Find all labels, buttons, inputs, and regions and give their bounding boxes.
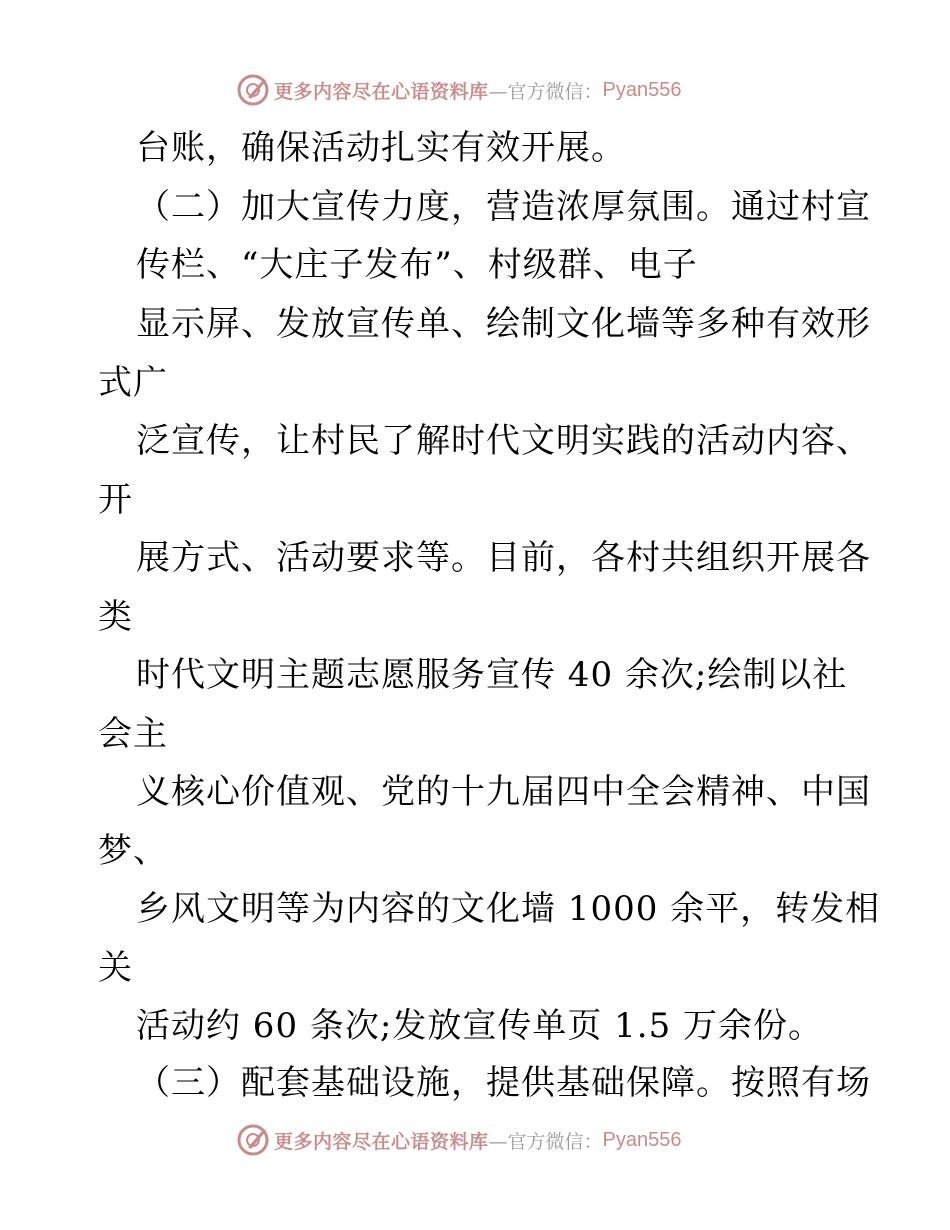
- watermark-wechat-label: —官方微信：: [488, 80, 603, 103]
- header-watermark: [236, 73, 682, 107]
- watermark-title: 更多内容尽在心语资料库: [274, 80, 489, 103]
- text-line: 关: [98, 948, 133, 988]
- text-line: 泛宣传，让村民了解时代文明实践的活动内容、: [136, 421, 871, 461]
- text-line: 活动约 60 条次;发放宣传单页 1.5 万余份。: [136, 1006, 824, 1046]
- quill-logo-icon: [236, 1123, 270, 1157]
- quill-logo-icon: [236, 73, 270, 107]
- text-line: 台账，确保活动扎实有效开展。: [136, 128, 626, 168]
- watermark-wechat-id: Pyan556: [602, 78, 682, 101]
- watermark-title: 更多内容尽在心语资料库: [274, 1130, 489, 1153]
- text-line: 开: [98, 480, 133, 520]
- text-line: 类: [98, 597, 133, 637]
- text-line: 时代文明主题志愿服务宣传 40 余次;绘制以社: [136, 655, 848, 695]
- text-line: 展方式、活动要求等。目前，各村共组织开展各: [136, 538, 871, 578]
- text-line: 义核心价值观、党的十九届四中全会精神、中国: [136, 772, 871, 812]
- text-line: 传栏、“大庄子发布”、村级群、电子: [136, 245, 698, 285]
- text-line: （三）配套基础设施，提供基础保障。按照有场: [136, 1063, 871, 1103]
- text-line: 显示屏、发放宣传单、绘制文化墙等多种有效形: [136, 304, 871, 344]
- footer-watermark: [236, 1123, 682, 1157]
- text-line: （二）加大宣传力度，营造浓厚氛围。通过村宣: [136, 187, 871, 227]
- text-line: 梦、: [98, 831, 168, 871]
- text-line: 会主: [98, 714, 168, 754]
- text-line: 式广: [98, 363, 168, 403]
- text-line: 乡风文明等为内容的文化墙 1000 余平，转发相: [136, 889, 881, 929]
- watermark-wechat-label: —官方微信：: [488, 1130, 603, 1153]
- watermark-wechat-id: Pyan556: [602, 1128, 682, 1151]
